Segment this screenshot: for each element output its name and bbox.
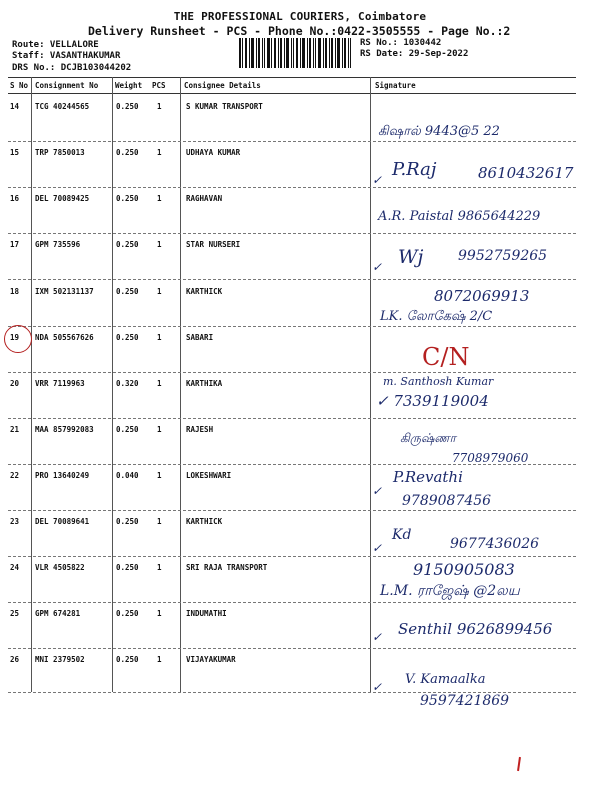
row-weight: 0.250: [116, 287, 139, 296]
row-pcs: 1: [157, 379, 162, 388]
row-sno: 26: [10, 655, 20, 664]
row-pcs: 1: [157, 240, 162, 249]
col-header-sno: S No: [10, 81, 29, 90]
row-consignment-no: MNI 2379502: [35, 655, 85, 664]
row-pcs: 1: [157, 609, 162, 618]
row-separator: [8, 279, 576, 280]
row-separator: [8, 233, 576, 234]
row-weight: 0.250: [116, 333, 139, 342]
row-separator: [8, 648, 576, 649]
handwritten-signature: A.R. Paistal 9865644229: [378, 209, 541, 224]
handwritten-signature: V. Kamaalka: [405, 672, 486, 687]
row-sno: 16: [10, 194, 20, 203]
row-consignee: KARTHICK: [186, 517, 223, 526]
row-consignee: SRI RAJA TRANSPORT: [186, 563, 268, 572]
row-pcs: 1: [157, 517, 162, 526]
row-consignment-no: GPM 735596: [35, 240, 81, 249]
handwritten-phone: 9952759265: [458, 248, 548, 264]
row-separator: [8, 510, 576, 511]
row-pcs: 1: [157, 148, 162, 157]
col-header-consignment: Consignment No: [35, 81, 99, 90]
handwritten-phone: 9677436026: [450, 536, 540, 552]
table-row: [0, 333, 600, 377]
handwritten-note: C/N: [422, 343, 470, 371]
row-separator: [8, 418, 576, 419]
handwritten-phone: 9150905083: [413, 560, 515, 579]
drs-number: DRS No.: DCJB103044202: [12, 63, 132, 73]
table-header-rule: [8, 93, 576, 94]
row-consignee: KARTHICK: [186, 287, 223, 296]
handwritten-phone: 8072069913: [434, 287, 530, 305]
handwritten-signature: P.Revathi: [393, 468, 463, 486]
table-row: [0, 379, 600, 423]
row-weight: 0.250: [116, 655, 139, 664]
rs-date: RS Date: 29-Sep-2022: [360, 49, 469, 59]
row-weight: 0.250: [116, 563, 139, 572]
row-consignee: INDUMATHI: [186, 609, 227, 618]
row-sno: 24: [10, 563, 20, 572]
row-sno: 19: [10, 333, 20, 342]
row-weight: 0.250: [116, 425, 139, 434]
row-pcs: 1: [157, 194, 162, 203]
row-consignee: LOKESHWARI: [186, 471, 232, 480]
document-subtitle: Delivery Runsheet - PCS - Phone No.:0422-3505555 - Page No.:2: [88, 24, 511, 38]
row-weight: 0.250: [116, 240, 139, 249]
handwritten-phone: 9789087456: [402, 493, 492, 509]
handwritten-tick: ✓: [372, 173, 383, 187]
handwritten-signature: m. Santhosh Kumar: [383, 375, 494, 388]
table-top-rule: [8, 77, 576, 78]
row-pcs: 1: [157, 563, 162, 572]
handwritten-tick: ✓: [372, 260, 383, 274]
row-consignee: S KUMAR TRANSPORT: [186, 102, 263, 111]
handwritten-signature: Kd: [392, 527, 412, 543]
row-pcs: 1: [157, 333, 162, 342]
staff-label: Staff: VASANTHAKUMAR: [12, 51, 121, 61]
row-weight: 0.250: [116, 102, 139, 111]
row-consignee: SABARI: [186, 333, 214, 342]
handwritten-signature: LK. லோகேஷ் 2/C: [380, 309, 493, 324]
row-sno: 17: [10, 240, 20, 249]
col-header-consignee: Consignee Details: [184, 81, 261, 90]
row-separator: [8, 187, 576, 188]
table-row: [0, 102, 600, 146]
row-sno: 20: [10, 379, 20, 388]
barcode: [239, 38, 351, 68]
handwritten-phone: 9597421869: [420, 693, 510, 709]
row-pcs: 1: [157, 425, 162, 434]
row-separator: [8, 556, 576, 557]
handwritten-tick: ✓: [372, 484, 383, 498]
row-sno: 14: [10, 102, 20, 111]
row-consignment-no: DEL 70089425: [35, 194, 90, 203]
handwritten-signature: கிஷால் 9443@5 22: [378, 124, 500, 139]
row-consignee: RAJESH: [186, 425, 214, 434]
row-consignee: STAR NURSERI: [186, 240, 241, 249]
row-consignment-no: DEL 70089641: [35, 517, 90, 526]
row-sno: 25: [10, 609, 20, 618]
row-consignment-no: MAA 857992083: [35, 425, 94, 434]
row-consignee: VIJAYAKUMAR: [186, 655, 236, 664]
row-weight: 0.250: [116, 609, 139, 618]
row-sno: 18: [10, 287, 20, 296]
row-separator: [8, 141, 576, 142]
handwritten-tick: ✓: [372, 680, 383, 694]
annotation-circle: [4, 325, 32, 353]
handwritten-tick: ✓: [372, 541, 383, 555]
stray-mark: [517, 757, 521, 771]
col-header-pcs: PCS: [152, 81, 166, 90]
row-consignment-no: GPM 674281: [35, 609, 81, 618]
row-sno: 23: [10, 517, 20, 526]
row-sno: 21: [10, 425, 20, 434]
row-separator: [8, 372, 576, 373]
row-consignment-no: VLR 4505822: [35, 563, 85, 572]
route-label: Route: VELLALORE: [12, 40, 99, 50]
col-header-signature: Signature: [375, 81, 416, 90]
handwritten-phone: 8610432617: [478, 164, 574, 182]
row-weight: 0.320: [116, 379, 139, 388]
rs-number: RS No.: 1030442: [360, 38, 442, 48]
row-consignment-no: TRP 7850013: [35, 148, 85, 157]
row-pcs: 1: [157, 471, 162, 480]
row-consignee: UDHAYA KUMAR: [186, 148, 241, 157]
row-weight: 0.250: [116, 194, 139, 203]
row-pcs: 1: [157, 287, 162, 296]
handwritten-signature: L.M. ராஜேஷ் @2லய: [380, 583, 520, 599]
row-sno: 22: [10, 471, 20, 480]
row-consignment-no: IXM 502131137: [35, 287, 94, 296]
handwritten-signature: P.Raj: [392, 159, 437, 180]
row-consignee: RAGHAVAN: [186, 194, 223, 203]
row-consignment-no: VRR 7119963: [35, 379, 85, 388]
document-title: THE PROFESSIONAL COURIERS, Coimbatore: [173, 10, 427, 23]
row-consignment-no: NDA 505567626: [35, 333, 94, 342]
handwritten-signature: Wj: [398, 246, 424, 268]
handwritten-phone: ✓ 7339119004: [376, 392, 489, 410]
row-weight: 0.250: [116, 148, 139, 157]
row-consignee: KARTHIKA: [186, 379, 223, 388]
table-row: [0, 471, 600, 515]
row-consignment-no: TCG 40244565: [35, 102, 90, 111]
handwritten-signature: Senthil 9626899456: [398, 620, 553, 638]
row-separator: [8, 326, 576, 327]
row-pcs: 1: [157, 102, 162, 111]
row-consignment-no: PRO 13640249: [35, 471, 90, 480]
handwritten-signature: கிருஷ்ணா: [400, 431, 456, 445]
handwritten-phone: 7708979060: [452, 451, 529, 465]
row-pcs: 1: [157, 655, 162, 664]
handwritten-tick: ✓: [372, 630, 383, 644]
row-separator: [8, 602, 576, 603]
row-sno: 15: [10, 148, 20, 157]
row-weight: 0.250: [116, 517, 139, 526]
col-header-weight: Weight: [115, 81, 143, 90]
row-weight: 0.040: [116, 471, 139, 480]
